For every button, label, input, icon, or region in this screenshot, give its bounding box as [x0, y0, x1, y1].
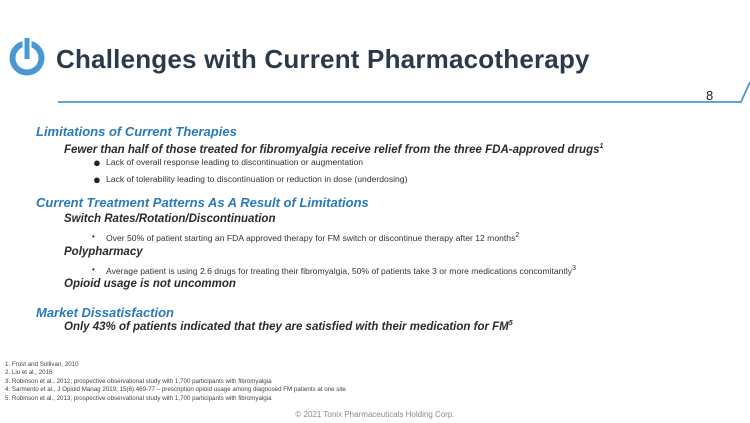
- footnote: 1. Frost and Sullivan, 2010: [5, 361, 79, 368]
- bullet-dot: •: [92, 265, 95, 274]
- footnote: 3. Robinson et al., 2012; prospective observational study with 1,700 participants with fibromyalgia: [5, 377, 272, 385]
- subheading-polypharmacy: Polypharmacy: [64, 246, 143, 258]
- footnotes: [5, 361, 346, 403]
- footnote: 4. Sarmento et al., J Opioid Manag 2019; 15(6):469-77 – prescription opioid usage among diagnosed FM patients at one site: [5, 386, 346, 394]
- subheading-relief: Fewer than half of those treated for fibromyalgia receive relief from the three FDA-approved drugs$^1$: [64, 143, 604, 156]
- bullet-dot: ●: [93, 172, 101, 187]
- subheading-satisfaction: Only 43% of patients indicated that they are satisfied with their medication for $FM^5$: [64, 320, 513, 333]
- bullet-tolerability: Lack of tolerability leading to discontinuation or reduction in dose (underdosing): [106, 174, 408, 184]
- bullet-switch: Over 50% of patient starting an FDA approved therapy for FM switch or discontinue therapy after 12 months$^2$: [106, 232, 520, 243]
- section-heading-dissatisfaction: Market Dissatisfaction: [36, 305, 174, 320]
- opioid-note: Opioid usage is not uncommon: [64, 278, 236, 290]
- bullet-response: Lack of overall response leading to discontinuation or augmentation: [106, 157, 364, 167]
- page-number: 8: [706, 88, 714, 103]
- section-heading-limitations: Limitations of Current Therapies: [36, 124, 237, 139]
- page-title: Challenges with Current Pharmacotherapy: [56, 44, 590, 74]
- section-heading-patterns: Current Treatment Patterns As A Result of Limitations: [36, 195, 369, 210]
- subheading-switch-rates: Switch Rates/Rotation/Discontinuation: [64, 213, 276, 225]
- power-icon: [8, 35, 46, 77]
- copyright: © 2021 Tonix Pharmaceuticals Holding Corp.: [295, 410, 455, 419]
- footnote: 5. Robinson et al., 2013; prospective observational study with 1,700 participants with fibromyalgia: [5, 394, 272, 402]
- bullet-dot: ●: [93, 155, 101, 170]
- footnote: 2. Liu et al., 2016: [5, 369, 53, 377]
- bullet-polypharmacy: Average patient is using 2.6 drugs for treating their fibromyalgia, 50% of patients take 3 or more medications concomitantly$^3$: [106, 265, 576, 276]
- title-underline: [58, 80, 750, 104]
- bullet-dot: •: [92, 232, 95, 241]
